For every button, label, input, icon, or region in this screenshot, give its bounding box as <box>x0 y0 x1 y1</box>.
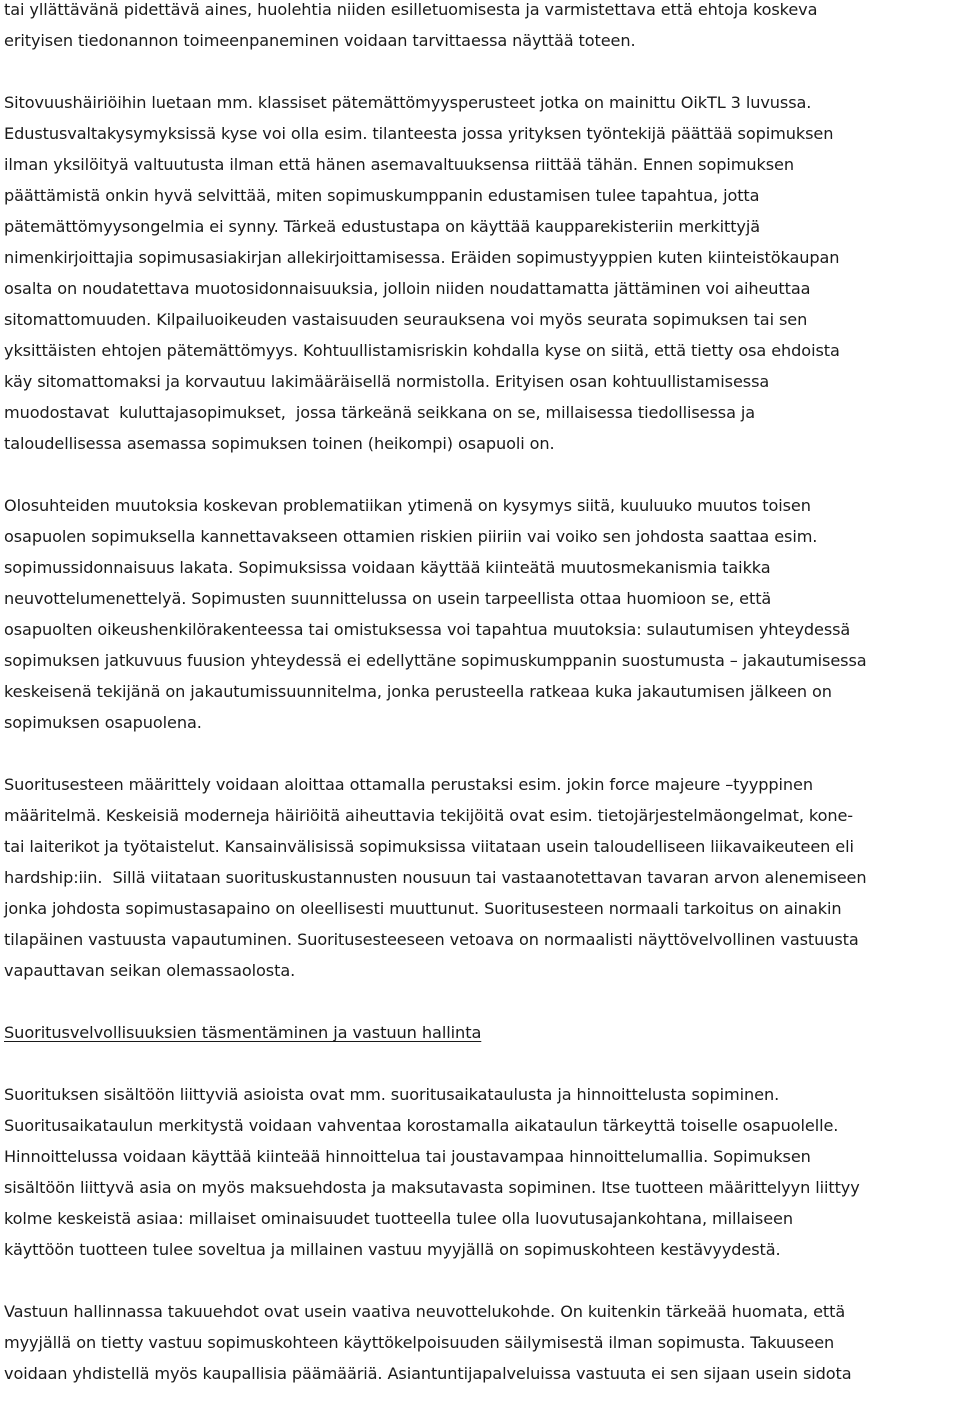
paragraph-6 <box>4 1296 960 1389</box>
text-line: Edustusvaltakysymyksissä kyse voi olla esim. tilanteesta jossa yrityksen työntekijä päättää sopimuksen <box>4 124 834 143</box>
text-line: tai laiterikot ja työtaistelut. Kansainvälisissä sopimuksissa viitataan usein taloudelliseen liikavaikeuteen eli <box>4 837 854 856</box>
text-line: myyjällä on tietty vastuu sopimuskohteen käyttökelpoisuuden säilymisestä ilman sopimusta. Takuuseen <box>4 1333 835 1352</box>
text-line: Sitovuushäiriöihin luetaan mm. klassiset pätemättömyysperusteet jotka on mainittu OikTL 3 luvussa. <box>4 93 812 112</box>
paragraph-2 <box>4 87 960 459</box>
text-line: käy sitomattomaksi ja korvautuu lakimääräisellä normistolla. Erityisen osan kohtuullistamisessa <box>4 372 770 391</box>
text-line: osalta on noudatettava muotosidonnaisuuksia, jolloin niiden noudattamatta jättäminen voi aiheuttaa <box>4 279 811 298</box>
text-line: erityisen tiedonannon toimeenpaneminen voidaan tarvittaessa näyttää toteen. <box>4 31 636 50</box>
text-line: voidaan yhdistellä myös kaupallisia päämääriä. Asiantuntijapalveluissa vastuuta ei sen sijaan usein sidota <box>4 1364 852 1383</box>
paragraph-1 <box>4 0 960 56</box>
text-line: keskeisenä tekijänä on jakautumissuunnitelma, jonka perusteella ratkeaa kuka jakautumisen jälkeen on <box>4 682 832 701</box>
text-line: kolme keskeistä asiaa: millaiset ominaisuudet tuotteella tulee olla luovutusajankohtana, millaiseen <box>4 1209 793 1228</box>
text-line: pätemättömyysongelmia ei synny. Tärkeä edustustapa on käyttää kaupparekisteriin merkittyjä <box>4 217 761 236</box>
text-line: osapuolen sopimuksella kannettavakseen ottamien riskien piiriin vai voiko sen johdosta saattaa esim. <box>4 527 818 546</box>
text-line: jonka johdosta sopimustasapaino on oleellisesti muuttunut. Suoritusesteen normaali tarkoitus on ainakin <box>4 899 842 918</box>
text-line: osapuolten oikeushenkilörakenteessa tai omistuksessa voi tapahtua muutoksia: sulautumisen yhteydessä <box>4 620 851 639</box>
text-line: määritelmä. Keskeisiä moderneja häiriöitä aiheuttavia tekijöitä ovat esim. tietojärjestelmäongelmat, kone- <box>4 806 853 825</box>
text-line: neuvottelumenettelyä. Sopimusten suunnittelussa on usein tarpeellista ottaa huomioon se, että <box>4 589 772 608</box>
text-line: muodostavat kuluttajasopimukset, jossa tärkeänä seikkana on se, millaisessa tiedollisessa ja <box>4 403 756 422</box>
text-line: sopimuksen jatkuvuus fuusion yhteydessä ei edellyttäne sopimuskumppanin suostumusta – jakautumisessa <box>4 651 867 670</box>
text-line: sopimuksen osapuolena. <box>4 713 202 732</box>
paragraph-4 <box>4 769 960 986</box>
text-line: nimenkirjoittajia sopimusasiakirjan allekirjoittamisessa. Eräiden sopimustyyppien kuten kiinteistökaupan <box>4 248 840 267</box>
text-line: Suoritusesteen määrittely voidaan aloittaa ottamalla perustaksi esim. jokin force majeure –tyyppinen <box>4 775 813 794</box>
text-line: Hinnoittelussa voidaan käyttää kiinteää hinnoittelua tai joustavampaa hinnoittelumallia. Sopimuksen <box>4 1147 811 1166</box>
text-line: tai yllättävänä pidettävä aines, huolehtia niiden esilletuomisesta ja varmistettava että ehtoja koskeva <box>4 0 818 19</box>
paragraph-5 <box>4 1079 960 1265</box>
text-line: päättämistä onkin hyvä selvittää, miten sopimuskumppanin edustamisen tulee tapahtua, jotta <box>4 186 760 205</box>
section-heading: Suoritusvelvollisuuksien täsmentäminen ja vastuun hallinta <box>4 1023 482 1042</box>
text-line: ilman yksilöityä valtuutusta ilman että hänen asemavaltuuksensa riittää tähän. Ennen sopimuksen <box>4 155 794 174</box>
text-line: Suorituksen sisältöön liittyviä asioista ovat mm. suoritusaikataulusta ja hinnoittelusta sopiminen. <box>4 1085 780 1104</box>
text-line: hardship:iin. Sillä viitataan suorituskustannusten nousuun tai vastaanotettavan tavaran arvon alenemiseen <box>4 868 867 887</box>
text-line: Vastuun hallinnassa takuuehdot ovat usein vaativa neuvottelukohde. On kuitenkin tärkeää huomata, että <box>4 1302 846 1321</box>
text-line: taloudellisessa asemassa sopimuksen toinen (heikompi) osapuoli on. <box>4 434 555 453</box>
text-line: vapauttavan seikan olemassaolosta. <box>4 961 296 980</box>
text-line: yksittäisten ehtojen pätemättömyys. Kohtuullistamisriskin kohdalla kyse on siitä, että tietty osa ehdoista <box>4 341 840 360</box>
text-line: tilapäinen vastuusta vapautuminen. Suoritusesteeseen vetoava on normaalisti näyttövelvollinen vastuusta <box>4 930 859 949</box>
text-line: Suoritusaikataulun merkitystä voidaan vahventaa korostamalla aikataulun tärkeyttä toiselle osapuolelle. <box>4 1116 839 1135</box>
text-line: käyttöön tuotteen tulee soveltua ja millainen vastuu myyjällä on sopimuskohteen kestävyydestä. <box>4 1240 781 1259</box>
text-line: sisältöön liittyvä asia on myös maksuehdosta ja maksutavasta sopiminen. Itse tuotteen määrittelyyn liittyy <box>4 1178 860 1197</box>
text-line: Olosuhteiden muutoksia koskevan problematiikan ytimenä on kysymys siitä, kuuluuko muutos toisen <box>4 496 811 515</box>
paragraph-3 <box>4 490 960 738</box>
text-line: sitomattomuuden. Kilpailuoikeuden vastaisuuden seurauksena voi myös seurata sopimuksen tai sen <box>4 310 808 329</box>
text-line: sopimussidonnaisuus lakata. Sopimuksissa voidaan käyttää kiinteätä muutosmekanismia taikka <box>4 558 771 577</box>
